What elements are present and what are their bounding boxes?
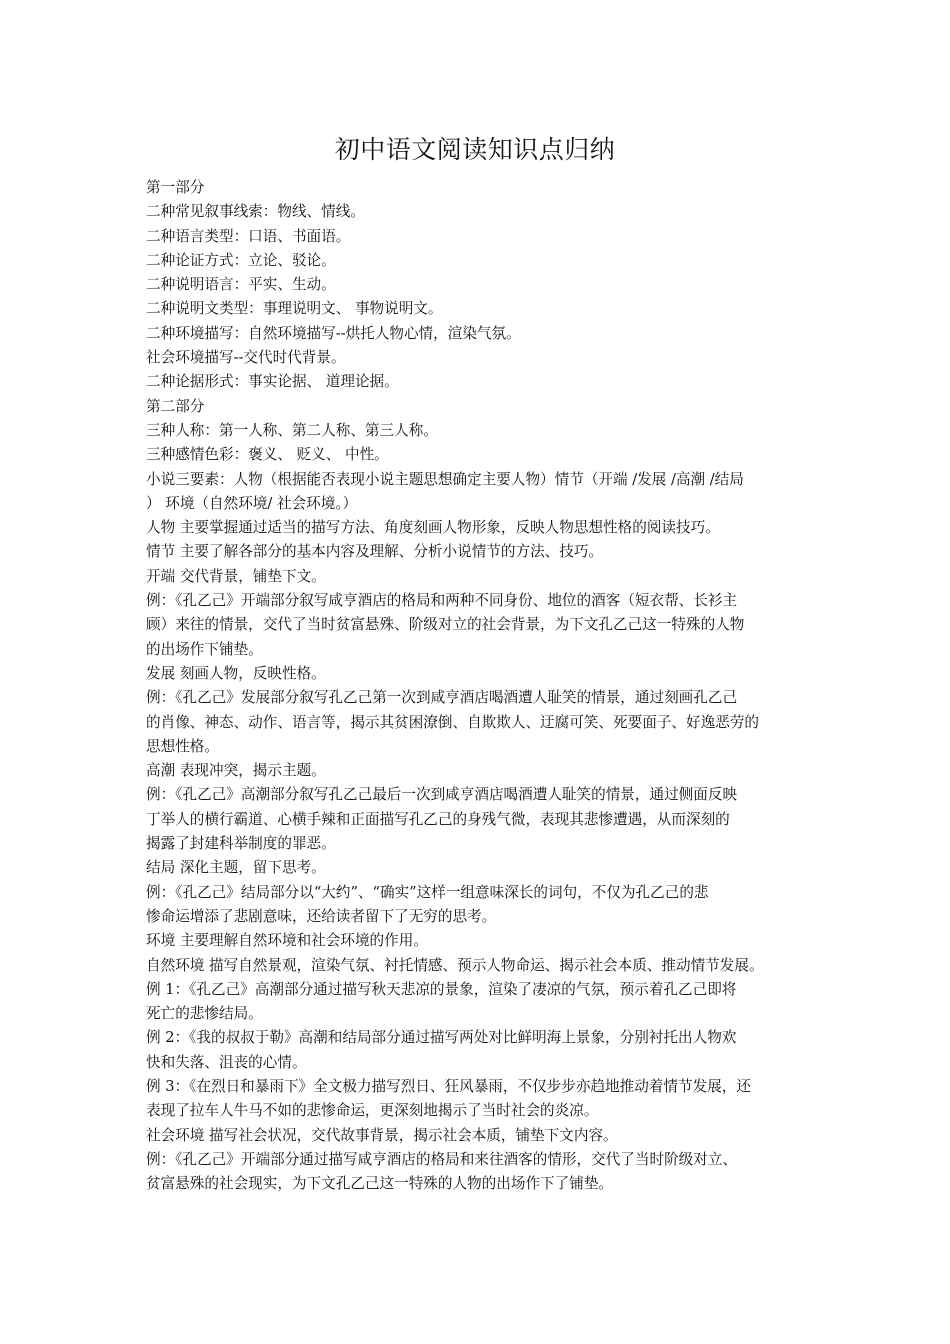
text-line: 社会环境 描写社会状况，交代故事背景，揭示社会本质，铺垫下文内容。	[146, 1126, 618, 1144]
text-line: 结局 深化主题，留下思考。	[146, 859, 326, 877]
text-line: 例：《孔乙己》结局部分以“大约”、“确实”这样一组意味深长的词句，不仅为孔乙己的悲	[146, 883, 709, 901]
text-line: 思想性格。	[146, 737, 219, 755]
text-line: 二种论证方式：立论、驳论。	[146, 251, 336, 269]
text-line: 开端 交代背景，铺垫下文。	[146, 567, 326, 585]
text-line: 二种说明文类型：事理说明文、 事物说明文。	[146, 300, 443, 318]
text-line: 第二部分	[146, 397, 205, 415]
text-line: 三种感情色彩：褒义、 贬义、 中性。	[146, 446, 389, 464]
text-line: 的肖像、神态、动作、语言等，揭示其贫困潦倒、自欺欺人、迂腐可笑、死要面子、好逸恶劳的	[146, 713, 759, 731]
text-line: 的出场作下铺垫。	[146, 640, 263, 658]
text-line: 环境 主要理解自然环境和社会环境的作用。	[146, 932, 428, 950]
text-line: 表现了拉车人牛马不如的悲惨命运，更深刻地揭示了当时社会的炎凉。	[146, 1102, 599, 1120]
text-line: 例：《孔乙己》发展部分叙写孔乙己第一次到咸亨酒店喝酒遭人耻笑的情景，通过刻画孔乙己	[146, 689, 738, 707]
text-line: 第一部分	[146, 179, 205, 196]
text-line: 二种环境描写：自然环境描写--烘托人物心情，渲染气氛。	[146, 324, 521, 342]
text-line: 自然环境 描写自然景观，渲染气氛、衬托情感、预示人物命运、揭示社会本质、推动情节发展。	[146, 956, 764, 974]
document-title: 初中语文阅读知识点归纳	[334, 135, 616, 164]
text-line: 例 2：《我的叔叔于勒》高潮和结局部分通过描写两处对比鲜明海上景象，分别衬托出人物欢	[146, 1029, 737, 1047]
text-line: 社会环境描写--交代时代背景。	[146, 349, 346, 367]
text-line: 高潮 表现冲突，揭示主题。	[146, 762, 326, 780]
text-line: 顾）来往的情景，交代了当时贫富悬殊、阶级对立的社会背景，为下文孔乙己这一特殊的人物	[146, 616, 745, 634]
text-line: 二种论据形式：事实论据、 道理论据。	[146, 373, 399, 391]
text-line: 例 1：《孔乙己》高潮部分通过描写秋天悲凉的景象，渲染了凄凉的气氛，预示着孔乙己即将	[146, 980, 737, 998]
text-line: 人物 主要掌握通过适当的描写方法、角度刻画人物形象，反映人物思想性格的阅读技巧。	[146, 519, 720, 537]
text-line: 二种语言类型：口语、书面语。	[146, 227, 351, 245]
text-line: 例 3：《在烈日和暴雨下》全文极力描写烈日、狂风暴雨，不仅步步亦趋地推动着情节发展，还	[146, 1077, 751, 1095]
text-line: 小说三要素：人物（根据能否表现小说主题思想确定主要人物）情节（开端 /发展 /高潮 /结局	[146, 470, 744, 488]
text-line: 二种常见叙事线索：物线、情线。	[146, 203, 365, 221]
text-line: 情节 主要了解各部分的基本内容及理解、分析小说情节的方法、技巧。	[146, 543, 604, 561]
text-line: 死亡的悲惨结局。	[146, 1005, 263, 1023]
text-line: 例：《孔乙己》开端部分通过描写咸亨酒店的格局和来往酒客的情形，交代了当时阶级对立、	[146, 1150, 738, 1168]
text-line: 揭露了封建科举制度的罪恶。	[146, 835, 336, 853]
text-line: 三种人称：第一人称、第二人称、第三人称。	[146, 421, 438, 439]
text-line: 贫富悬殊的社会现实，为下文孔乙己这一特殊的人物的出场作下了铺垫。	[146, 1175, 614, 1193]
text-line: 二种说明语言：平实、生动。	[146, 276, 336, 294]
text-line: ） 环境（自然环境/ 社会环境。）	[146, 494, 358, 512]
document-body	[146, 176, 826, 1196]
text-line: 发展 刻画人物，反映性格。	[146, 664, 326, 682]
text-line: 惨命运增添了悲剧意味，还给读者留下了无穷的思考。	[146, 907, 497, 925]
text-line: 例：《孔乙己》高潮部分叙写孔乙己最后一次到咸亨酒店喝酒遭人耻笑的情景，通过侧面反映	[146, 786, 738, 804]
text-line: 例：《孔乙己》开端部分叙写咸亨酒店的格局和两种不同身份、地位的酒客（短衣帮、长衫主	[146, 592, 738, 610]
text-line: 快和失落、沮丧的心情。	[146, 1053, 307, 1071]
text-line: 丁举人的横行霸道、心横手辣和正面描写孔乙己的身残气微，表现其悲惨遭遇，从而深刻的	[146, 810, 730, 828]
